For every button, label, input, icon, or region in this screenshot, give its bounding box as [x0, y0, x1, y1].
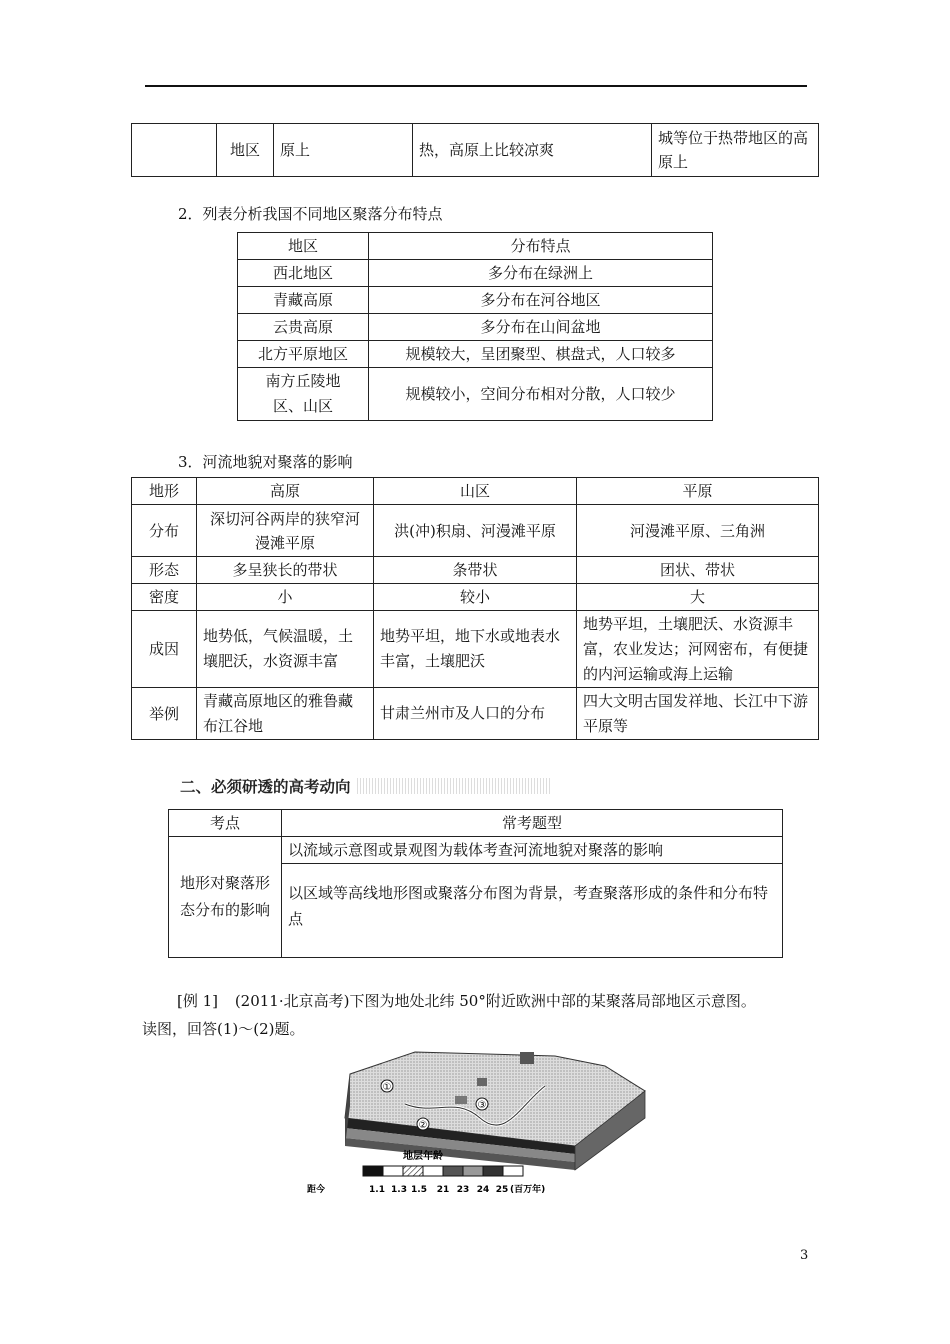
settlement-region: 青藏高原 [238, 287, 369, 314]
svg-text:①: ① [382, 1082, 392, 1093]
landform-header: 高原 [197, 478, 374, 505]
example-source: (2011·北京高考) [234, 992, 350, 1010]
landform-cell: 大 [577, 584, 819, 611]
top-cell-0 [132, 124, 217, 177]
landform-cell: 地势低，气候温暖，土壤肥沃，水资源丰富 [197, 611, 374, 688]
landform-cell: 地势平坦，地下水或地表水丰富，土壤肥沃 [374, 611, 577, 688]
example-text: 下图为地处北纬 50°附近欧洲中部的某聚落局部地区示意图。 [349, 992, 756, 1010]
legend-swatch [483, 1166, 503, 1176]
example-line-1 [142, 987, 822, 1015]
top-cell-3: 热，高原上比较凉爽 [413, 124, 652, 177]
landform-header: 平原 [577, 478, 819, 505]
top-cell-1: 地区 [217, 124, 274, 177]
diagram-building [477, 1078, 487, 1086]
legend-unit: (百万年) [510, 1185, 546, 1195]
diagram-marker-1 [381, 1080, 393, 1093]
landform-cell: 四大文明古国发祥地、长江中下游平原等 [577, 688, 819, 740]
settlement-feature: 规模较小，空间分布相对分散，人口较少 [369, 368, 713, 421]
exam-type: 以区域等高线地形图或聚落分布图为背景，考查聚落形成的条件和分布特点 [282, 864, 783, 958]
settlement-table [237, 232, 713, 421]
top-table [131, 123, 819, 177]
landform-row-label: 举例 [132, 688, 197, 740]
legend-swatch [423, 1166, 443, 1176]
legend-swatch [463, 1166, 483, 1176]
landform-cell: 多呈狭长的带状 [197, 557, 374, 584]
svg-text:③: ③ [477, 1100, 487, 1111]
landform-row-label: 密度 [132, 584, 197, 611]
landform-cell: 青藏高原地区的雅鲁藏布江谷地 [197, 688, 374, 740]
diagram-marker-3 [476, 1098, 488, 1111]
legend-title: 地层年龄 [403, 1151, 443, 1162]
landform-cell: 团状、带状 [577, 557, 819, 584]
header-rule [145, 85, 807, 87]
landform-cell: 较小 [374, 584, 577, 611]
settlement-region: 云贵高原 [238, 314, 369, 341]
legend-value: 21 [436, 1185, 450, 1195]
legend-value: 25 [495, 1185, 509, 1195]
section3-heading: 3．河流地貌对聚落的影响 [178, 453, 353, 471]
landform-header: 地形 [132, 478, 197, 505]
svg-text:②: ② [418, 1120, 428, 1131]
legend-swatch [403, 1166, 423, 1176]
section-two-bar [357, 778, 552, 794]
diagram-building [455, 1096, 467, 1104]
landform-cell: 条带状 [374, 557, 577, 584]
landform-row-label: 分布 [132, 505, 197, 557]
settlement-header-feature: 分布特点 [369, 233, 713, 260]
exam-table [168, 809, 783, 958]
section2-heading: 2．列表分析我国不同地区聚落分布特点 [178, 205, 443, 223]
diagram-marker-2 [417, 1118, 429, 1131]
section-two-title: 二、必须研透的高考动向 [180, 778, 351, 796]
example-label: [例 1] [177, 992, 219, 1010]
settlement-block-diagram [305, 1046, 655, 1200]
landform-header: 山区 [374, 478, 577, 505]
settlement-region: 南方丘陵地区、山区 [238, 368, 369, 421]
top-cell-2: 原上 [274, 124, 413, 177]
settlement-region: 北方平原地区 [238, 341, 369, 368]
landform-cell: 地势平坦，土壤肥沃、水资源丰富，农业发达；河网密布，有便捷的内河运输或海上运输 [577, 611, 819, 688]
example-line-2: 读图，回答(1)～(2)题。 [142, 1020, 305, 1038]
settlement-header-region: 地区 [238, 233, 369, 260]
example-paragraph [142, 987, 822, 1043]
exam-header-types: 常考题型 [282, 810, 783, 837]
settlement-feature: 多分布在山间盆地 [369, 314, 713, 341]
legend-swatch [363, 1166, 383, 1176]
legend-value: 1.1 [369, 1185, 385, 1195]
exam-topic: 地形对聚落形态分布的影响 [169, 837, 282, 958]
legend-value: 24 [476, 1185, 490, 1195]
settlement-region: 西北地区 [238, 260, 369, 287]
settlement-feature: 规模较大，呈团聚型、棋盘式，人口较多 [369, 341, 713, 368]
landform-cell: 甘肃兰州市及人口的分布 [374, 688, 577, 740]
landform-row-label: 成因 [132, 611, 197, 688]
page-number: 3 [800, 1248, 809, 1263]
top-cell-4: 城等位于热带地区的高原上 [652, 124, 819, 177]
landform-cell: 小 [197, 584, 374, 611]
legend-value: 23 [456, 1185, 470, 1195]
legend-swatch [503, 1166, 523, 1176]
legend-value: 1.3 [391, 1185, 407, 1195]
landform-cell: 河漫滩平原、三角洲 [577, 505, 819, 557]
landform-cell: 深切河谷两岸的狭窄河漫滩平原 [197, 505, 374, 557]
section-two-header [180, 775, 552, 797]
legend-swatch [383, 1166, 403, 1176]
legend-prefix: 距今 [307, 1185, 326, 1195]
exam-header-topic: 考点 [169, 810, 282, 837]
legend-value: 1.5 [411, 1185, 427, 1195]
landform-cell: 洪(冲)积扇、河漫滩平原 [374, 505, 577, 557]
settlement-feature: 多分布在绿洲上 [369, 260, 713, 287]
landform-row-label: 形态 [132, 557, 197, 584]
exam-type: 以流域示意图或景观图为载体考查河流地貌对聚落的影响 [282, 837, 783, 864]
landform-table [131, 477, 819, 740]
settlement-feature: 多分布在河谷地区 [369, 287, 713, 314]
legend-swatch [443, 1166, 463, 1176]
diagram-building [520, 1052, 534, 1064]
